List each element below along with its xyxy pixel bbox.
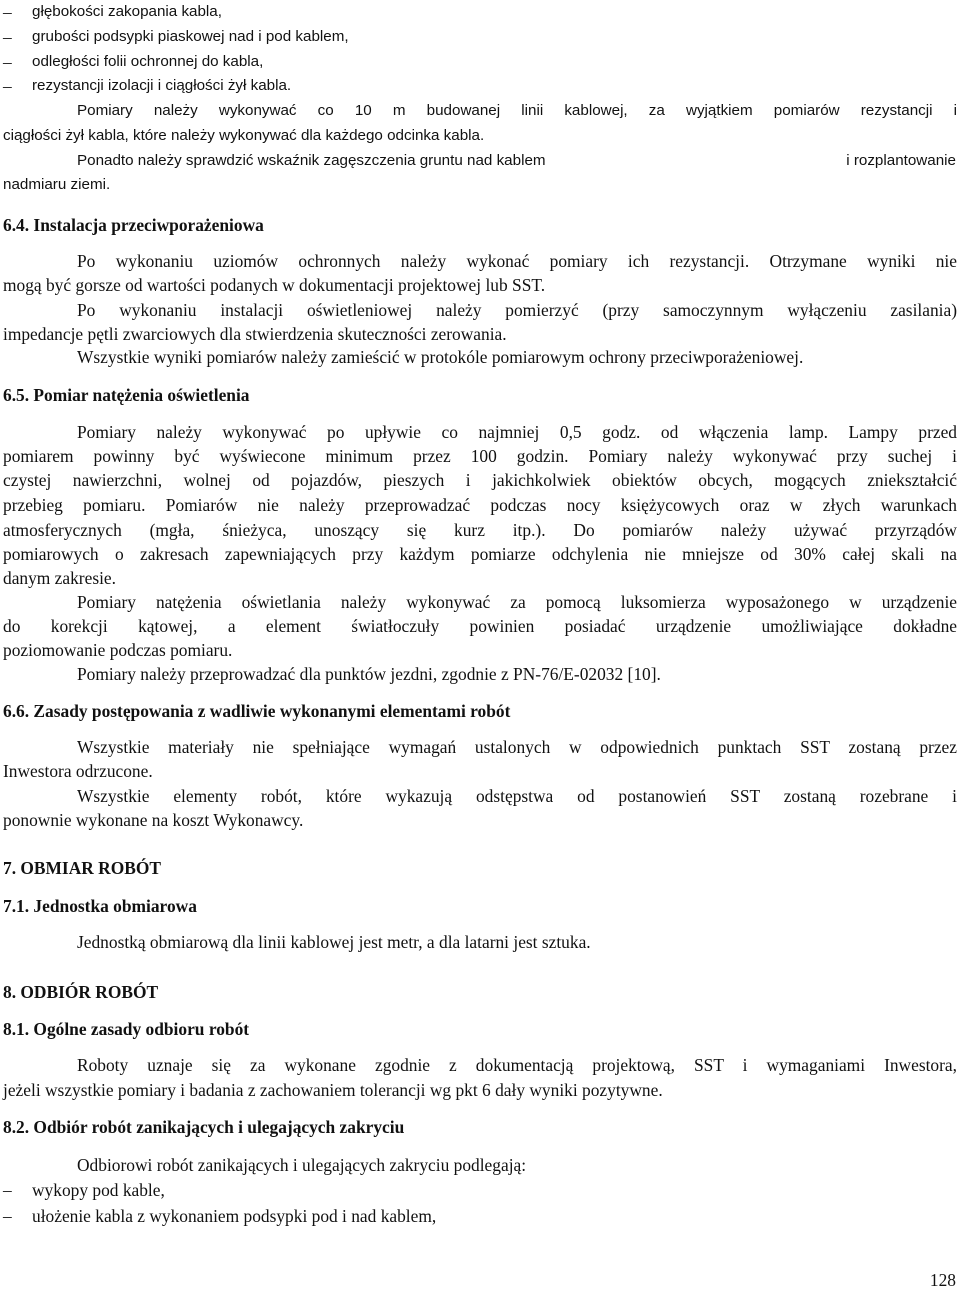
- paragraph-line: czystej nawierzchni, wolnej od pojazdów, pieszych i jakichkolwiek obiektów obcych, mogących zniekształcić: [3, 470, 957, 490]
- paragraph-line: Wszystkie elementy robót, które wykazują odstępstwa od postanowień SST zostaną rozebrane i: [77, 786, 957, 806]
- paragraph-line: Jednostką obmiarową dla linii kablowej jest metr, a dla latarni jest sztuka.: [77, 932, 591, 952]
- paragraph-line: Pomiary należy wykonywać co 10 m budowanej linii kablowej, za wyjątkiem pomiarów rezystancji i: [77, 102, 957, 119]
- list-item: grubości podsypki piaskowej nad i pod kablem,: [32, 28, 349, 45]
- bullet-dash: –: [3, 52, 12, 72]
- paragraph-line: ciągłości żył kabla, które należy wykonywać dla każdego odcinka kabla.: [3, 127, 485, 144]
- section-heading-8: 8. ODBIÓR ROBÓT: [3, 982, 159, 1002]
- paragraph-line: do korekcji kątowej, a element światłoczuły powinien posiadać urządzenie umożliwiające dokładne: [3, 616, 957, 636]
- list-item: odległości folii ochronnej do kabla,: [32, 53, 264, 70]
- paragraph-line: mogą być gorsze od wartości podanych w dokumentacji projektowej lub SST.: [3, 275, 546, 295]
- list-item: wykopy pod kable,: [32, 1180, 165, 1200]
- section-heading-7-1: 7.1. Jednostka obmiarowa: [3, 896, 197, 916]
- list-item: rezystancji izolacji i ciągłości żył kabla.: [32, 77, 292, 94]
- list-item: ułożenie kabla z wykonaniem podsypki pod i nad kablem,: [32, 1206, 437, 1226]
- paragraph-line: Po wykonaniu instalacji oświetleniowej należy pomierzyć (przy samoczynnym wyłączeniu zasilania): [77, 300, 957, 320]
- section-heading-7: 7. OBMIAR ROBÓT: [3, 858, 161, 878]
- bullet-dash: –: [3, 76, 12, 96]
- bullet-dash: –: [3, 27, 12, 47]
- paragraph-line: Pomiary natężenia oświetlania należy wykonywać za pomocą luksomierza wyposażonego w urządzenie: [77, 592, 957, 612]
- paragraph-line: Wszystkie wyniki pomiarów należy zamieścić w protokóle pomiarowym ochrony przeciwporażeniowej.: [77, 347, 804, 367]
- section-heading-8-1: 8.1. Ogólne zasady odbioru robót: [3, 1019, 250, 1039]
- paragraph-line: ponownie wykonane na koszt Wykonawcy.: [3, 810, 304, 830]
- section-heading-6-5: 6.5. Pomiar natężenia oświetlenia: [3, 385, 250, 405]
- paragraph-line: Wszystkie materiały nie spełniające wymagań ustalonych w odpowiednich punktach SST zostaną przez: [77, 737, 957, 757]
- paragraph-line: impedancje pętli zwarciowych dla stwierdzenia skuteczności zerowania.: [3, 324, 507, 344]
- paragraph-line: Pomiary należy przeprowadzać dla punktów jezdni, zgodnie z PN-76/E-02032 [10].: [77, 664, 661, 684]
- paragraph-line: Po wykonaniu uziomów ochronnych należy wykonać pomiary ich rezystancji. Otrzymane wyniki nie: [77, 251, 957, 271]
- list-item: głębokości zakopania kabla,: [32, 3, 222, 20]
- paragraph-line: Ponadto należy sprawdzić wskaźnik zagęszczenia gruntu nad kablem: [77, 152, 546, 169]
- section-heading-6-4: 6.4. Instalacja przeciwporażeniowa: [3, 215, 264, 235]
- paragraph-line-right: i rozplantowanie: [846, 152, 956, 169]
- paragraph-line: pomiarem powinny być wyświecone minimum przez 100 godzin. Pomiary należy wykonywać przy suchej i: [3, 446, 957, 466]
- paragraph-line: przebieg pomiaru. Pomiarów nie należy przeprowadzać podczas nocy księżycowych oraz w złych warunkach: [3, 495, 957, 515]
- paragraph-line: Odbiorowi robót zanikających i ulegających zakryciu podlegają:: [77, 1155, 527, 1175]
- paragraph-line: nadmiaru ziemi.: [3, 176, 111, 193]
- bullet-dash: –: [3, 2, 12, 22]
- paragraph-line: jeżeli wszystkie pomiary i badania z zachowaniem tolerancji wg pkt 6 dały wyniki pozytywne.: [3, 1080, 663, 1100]
- paragraph-line: danym zakresie.: [3, 568, 116, 588]
- bullet-dash: –: [3, 1206, 12, 1226]
- paragraph-line: pomiarowych o zakresach zapewniających przy każdym pomiarze odchylenia nie mniejsze od 30% całej skali na: [3, 544, 957, 564]
- bullet-dash: –: [3, 1180, 12, 1200]
- page-number: 128: [929, 1270, 956, 1290]
- section-heading-8-2: 8.2. Odbiór robót zanikających i ulegających zakryciu: [3, 1117, 405, 1137]
- paragraph-line: atmosferycznych (mgła, śnieżyca, unoszący się kurz itp.). Do pomiarów należy używać przyrządów: [3, 520, 957, 540]
- section-heading-6-6: 6.6. Zasady postępowania z wadliwie wykonanymi elementami robót: [3, 701, 511, 721]
- paragraph-line: poziomowanie podczas pomiaru.: [3, 640, 233, 660]
- paragraph-line: Inwestora odrzucone.: [3, 761, 153, 781]
- paragraph-line: Roboty uznaje się za wykonane zgodnie z dokumentacją projektową, SST i wymaganiami Inwestora,: [77, 1055, 957, 1075]
- paragraph-line: Pomiary należy wykonywać po upływie co najmniej 0,5 godz. od włączenia lamp. Lampy przed: [77, 422, 957, 442]
